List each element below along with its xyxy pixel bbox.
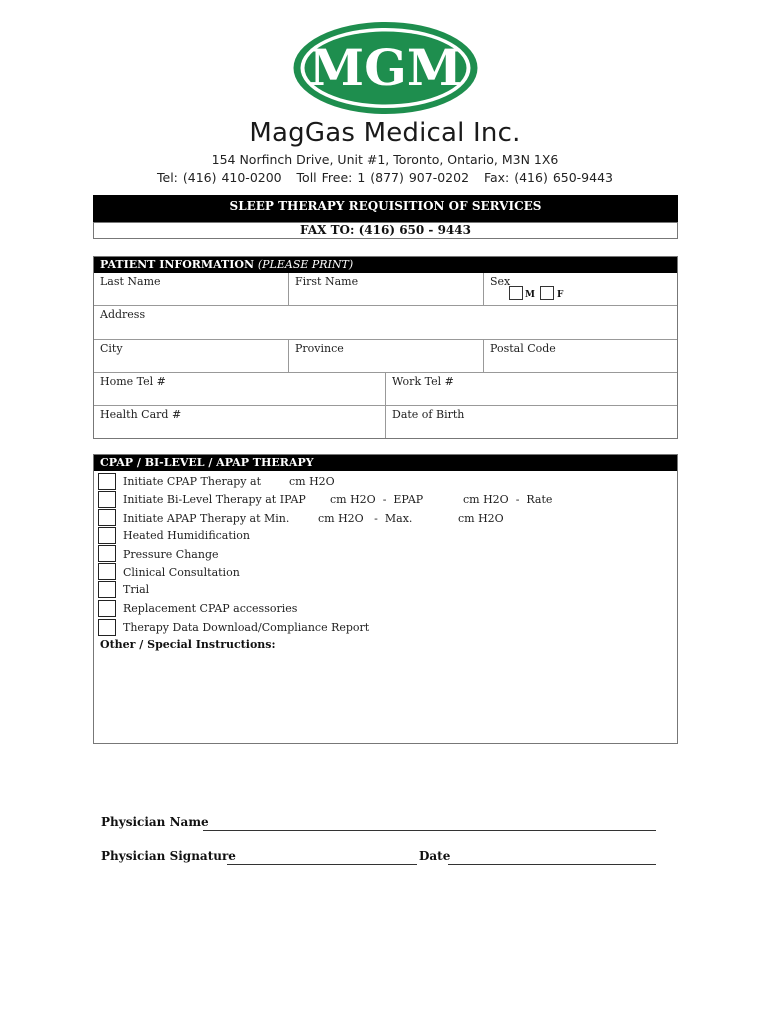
city-row [94, 340, 677, 373]
sex-f-checkbox[interactable] [540, 286, 554, 300]
first-name-field[interactable]: First Name [288, 273, 483, 305]
logo-text: MGM [308, 38, 463, 97]
fax-to: FAX TO: (416) 650 - 9443 [93, 222, 678, 239]
form-title: SLEEP THERAPY REQUISITION OF SERVICES [93, 195, 678, 222]
trial-checkbox[interactable] [98, 581, 116, 598]
postal-code-field[interactable]: Postal Code [483, 340, 677, 372]
last-name-field[interactable]: Last Name [100, 275, 161, 288]
other-instructions-field[interactable] [98, 655, 673, 739]
address-row [94, 306, 677, 340]
patient-information-section [93, 256, 678, 439]
option-replacement-accessories: Replacement CPAP accessories [123, 602, 298, 615]
sex-m-label: M [525, 290, 535, 300]
option-bilevel-therapy: Initiate Bi-Level Therapy at IPAP [123, 493, 306, 506]
cpap-section-header: CPAP / BI-LEVEL / APAP THERAPY [94, 455, 677, 471]
bilevel-epap: cm H2O - EPAP [330, 493, 424, 506]
sex-m-checkbox[interactable] [509, 286, 523, 300]
patient-section-header: PATIENT INFORMATION (PLEASE PRINT) [94, 257, 677, 273]
company-name: MagGas Medical Inc. [249, 118, 521, 148]
tel-row [94, 373, 677, 406]
please-print-note: (PLEASE PRINT) [257, 258, 354, 271]
name-row [94, 273, 677, 306]
option-pressure-change: Pressure Change [123, 548, 219, 561]
option-therapy-data-download: Therapy Data Download/Compliance Report [123, 621, 370, 634]
sex-field: Sex [483, 273, 677, 305]
bilevel-rate: cm H2O - Rate [463, 493, 553, 506]
address-field[interactable]: Address [100, 308, 146, 321]
therapy-data-download-checkbox[interactable] [98, 619, 116, 636]
sex-f-label: F [557, 290, 564, 300]
option-trial: Trial [123, 583, 150, 596]
company-address: 154 Norfinch Drive, Unit #1, Toronto, Ontario, M3N 1X6 [211, 152, 559, 167]
apap-unit: cm H2O [458, 512, 504, 525]
city-field[interactable]: City [100, 342, 123, 355]
health-card-field[interactable]: Health Card # [100, 408, 182, 421]
work-tel-field[interactable]: Work Tel # [385, 373, 677, 405]
pressure-change-checkbox[interactable] [98, 545, 116, 562]
apap-max: cm H2O - Max. [318, 512, 413, 525]
mgm-logo [291, 20, 480, 116]
clinical-consultation-checkbox[interactable] [98, 563, 116, 580]
physician-name-line[interactable] [203, 830, 656, 831]
cpap-therapy-checkbox[interactable] [98, 473, 116, 490]
heated-humidification-checkbox[interactable] [98, 527, 116, 544]
physician-name-label: Physician Name [101, 815, 209, 829]
date-label: Date [419, 849, 451, 863]
date-of-birth-field[interactable]: Date of Birth [385, 406, 677, 438]
apap-therapy-checkbox[interactable] [98, 509, 116, 526]
option-cpap-therapy: Initiate CPAP Therapy at [123, 475, 261, 488]
physician-signature-label: Physician Signature [101, 849, 236, 863]
company-contact: Tel: (416) 410-0200 Toll Free: 1 (877) 907-0202 Fax: (416) 650-9443 [157, 170, 613, 185]
bilevel-therapy-checkbox[interactable] [98, 491, 116, 508]
cpap-therapy-section [93, 454, 678, 744]
province-field[interactable]: Province [288, 340, 483, 372]
cpap-unit: cm H2O [289, 475, 335, 488]
home-tel-field[interactable]: Home Tel # [100, 375, 166, 388]
option-heated-humidification: Heated Humidification [123, 529, 251, 542]
other-instructions-label: Other / Special Instructions: [100, 638, 276, 651]
option-apap-therapy: Initiate APAP Therapy at Min. [123, 512, 290, 525]
date-line[interactable] [448, 864, 656, 865]
health-row [94, 406, 677, 438]
replacement-accessories-checkbox[interactable] [98, 600, 116, 617]
option-clinical-consultation: Clinical Consultation [123, 566, 240, 579]
physician-signature-line[interactable] [227, 864, 417, 865]
